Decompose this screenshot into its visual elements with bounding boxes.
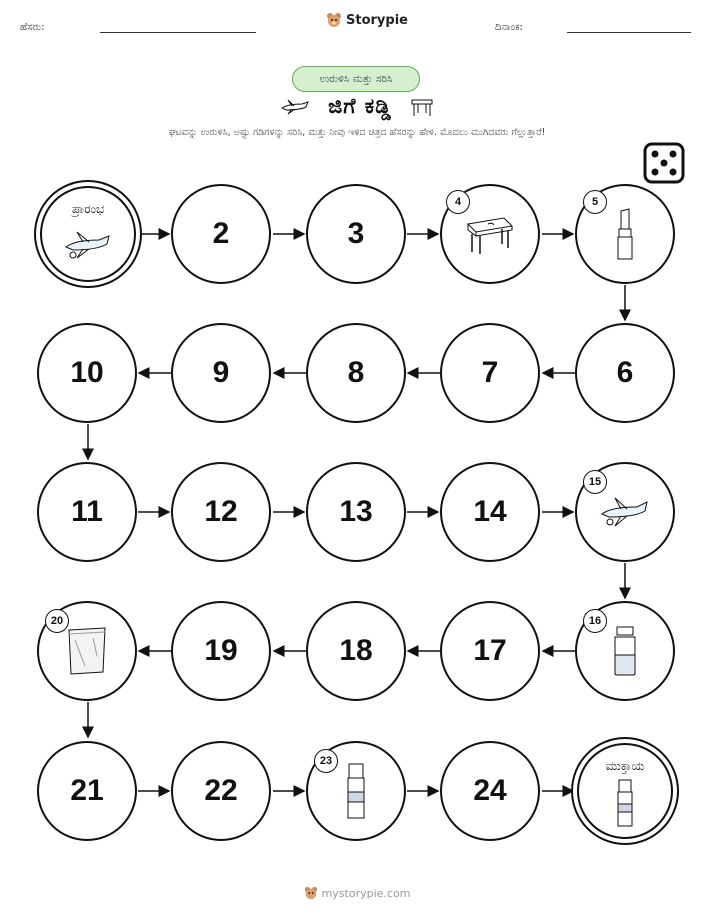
glue-stick-icon: [615, 778, 635, 828]
board-cell-22: [171, 741, 271, 841]
date-label: ದಿನಾಂಕ:: [495, 22, 523, 33]
cell-number: 2: [212, 217, 230, 250]
lipstick-icon: [615, 207, 635, 261]
cell-number: 9: [212, 356, 230, 389]
board-cell-21: [37, 741, 137, 841]
cell-number: 24: [473, 774, 507, 807]
cell-number: 12: [204, 495, 238, 528]
cell-number: 14: [473, 495, 507, 528]
glue-stick-icon: [345, 762, 367, 820]
board-cell-7: [440, 323, 540, 423]
board-cell-19: [171, 601, 271, 701]
bear-mascot-icon: [304, 886, 318, 900]
finish-label: ಮುಕ್ತಾಯ: [605, 759, 645, 773]
cell-number: 7: [481, 356, 499, 389]
cell-number: 17: [473, 634, 507, 667]
name-label: ಹೆಸರು:: [20, 22, 45, 33]
board-cell-12: [171, 462, 271, 562]
instructions: ಘಟವನ್ನು ಉರುಳಿಸಿ, ಅಷ್ಟು ಗಡಿಗಳನ್ನು ಸರಿಸಿ, ಮತ್ತು ನೀವು ಇಳಿದ ಚಿತ್ರದ ಹೆಸರನ್ನು ಹೇಳಿ. ಮೊದಲು ಮುಗಿದವರು ಗೆಲ್ಲುತ್ತಾರೆ!: [168, 127, 546, 138]
cell-number: 19: [204, 634, 238, 667]
board-cell-2: [171, 184, 271, 284]
footer-url[interactable]: mystorypie.com: [321, 886, 411, 900]
brand-name: Storypie: [346, 12, 408, 28]
board-cell-17: [440, 601, 540, 701]
cell-16-badge: 16: [583, 609, 607, 633]
cell-4-badge: 4: [446, 190, 470, 214]
airplane-icon: [599, 496, 651, 528]
start-cell: [40, 186, 136, 282]
board-cell-10: [37, 323, 137, 423]
cell-number: 11: [71, 495, 103, 528]
finish-cell: [577, 743, 673, 839]
cell-number: 3: [347, 217, 365, 250]
cell-number: 21: [70, 774, 104, 807]
start-label: ಪ್ರಾರಂಭ: [71, 202, 105, 216]
cell-number: 8: [347, 356, 365, 389]
cell-20-badge: 20: [45, 609, 69, 633]
title-text: ಜಿಗೆ ಕಡ್ಡಿ: [328, 94, 392, 118]
jar-icon: [610, 625, 640, 677]
cell-number: 10: [70, 356, 104, 389]
cell-number: 13: [339, 495, 373, 528]
cell-15-badge: 15: [583, 470, 607, 494]
board-cell-6: [575, 323, 675, 423]
cell-number: 22: [204, 774, 238, 807]
board-cell-9: [171, 323, 271, 423]
board-cell-24: [440, 741, 540, 841]
game-badge: ಉರುಳಿಸಿ ಮತ್ತು ಸರಿಸಿ: [292, 66, 420, 92]
cell-5-badge: 5: [583, 190, 607, 214]
board-cell-11: [37, 462, 137, 562]
table-icon: [464, 214, 516, 254]
footer: [0, 886, 714, 900]
cell-23-badge: 23: [314, 749, 338, 773]
cell-number: 6: [616, 356, 634, 389]
board-cell-8: [306, 323, 406, 423]
airplane-icon: [63, 230, 113, 260]
board-cell-18: [306, 601, 406, 701]
board-cell-3: [306, 184, 406, 284]
plastic-bag-icon: [65, 626, 109, 676]
cell-number: 18: [339, 634, 373, 667]
board-cell-13: [306, 462, 406, 562]
board-cell-14: [440, 462, 540, 562]
